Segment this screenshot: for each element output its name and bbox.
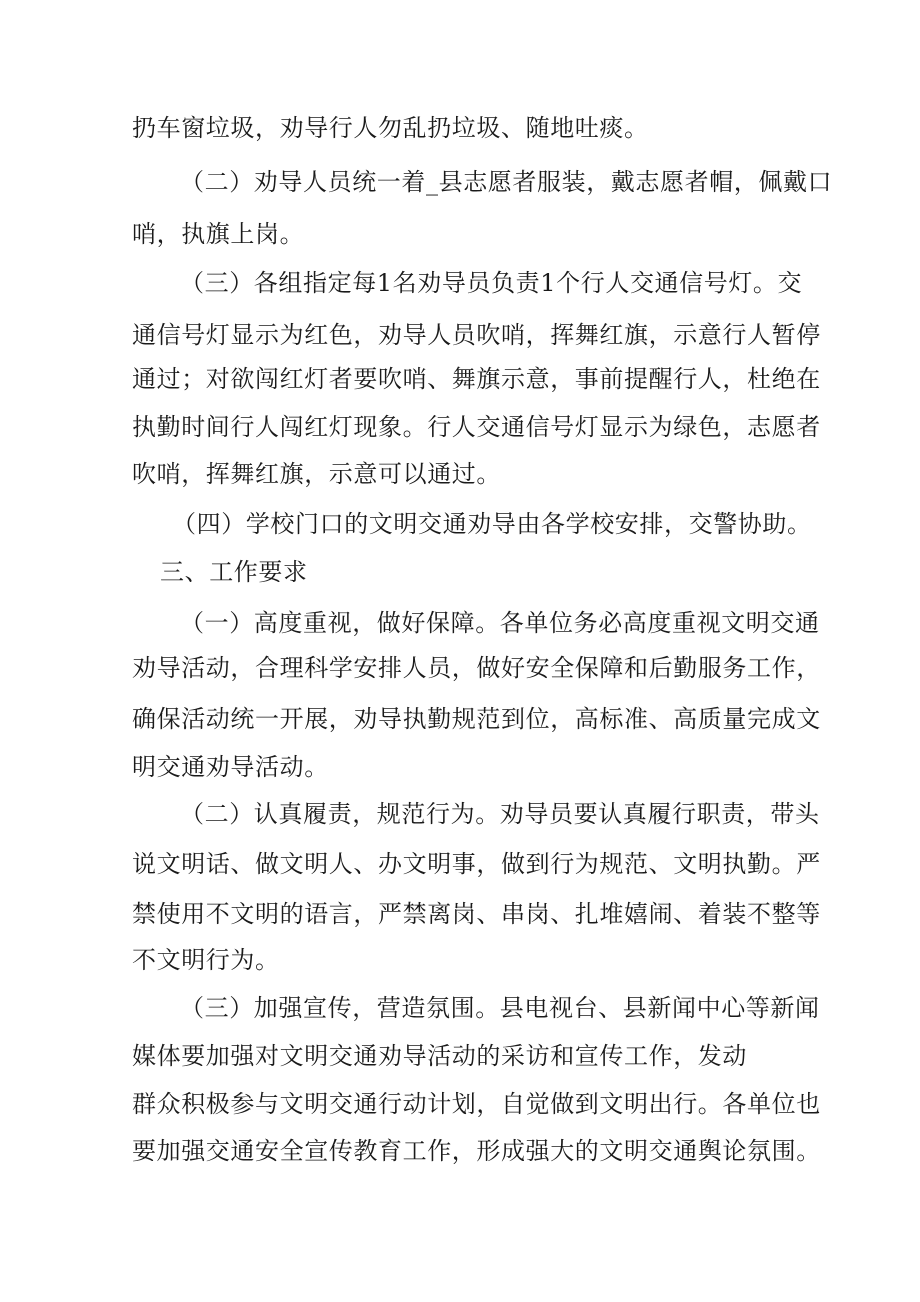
body-line: 确保活动统一开展，劝导执勤规范到位，高标准、高质量完成文: [132, 705, 821, 733]
body-line: 媒体要加强对文明交通劝导活动的采访和宣传工作，发动: [132, 1042, 747, 1070]
list-item-2-line: （二）劝导人员统一着_县志愿者服装，戴志愿者帽，佩戴口: [180, 168, 833, 196]
section-heading: 三、工作要求: [160, 558, 308, 586]
body-line: 明交通劝导活动。: [132, 753, 329, 781]
body-line: 执勤时间行人闯红灯现象。行人交通信号灯显示为绿色，志愿者: [132, 413, 821, 441]
list-item-3-line: （三）各组指定每1名劝导员负责1个行人交通信号灯。交: [180, 269, 803, 297]
body-line: 通过；对欲闯红灯者要吹哨、舞旗示意，事前提醒行人，杜绝在: [132, 365, 821, 393]
body-line: 群众积极参与文明交通行动计划，自觉做到文明出行。各单位也: [132, 1090, 821, 1118]
requirement-2-line: （二）认真履责，规范行为。劝导员要认真履行职责，带头: [180, 800, 820, 828]
body-line: 吹哨，挥舞红旗，示意可以通过。: [132, 460, 501, 488]
body-line: 要加强交通安全宣传教育工作，形成强大的文明交通舆论氛围。: [132, 1137, 821, 1165]
body-line: 说文明话、做文明人、办文明事，做到行为规范、文明执勤。严: [132, 850, 821, 878]
body-line: 通信号灯显示为红色，劝导人员吹哨，挥舞红旗，示意行人暂停: [132, 321, 821, 349]
body-line: 不文明行为。: [132, 946, 280, 974]
body-line: 哨，执旗上岗。: [132, 220, 305, 248]
requirement-3-line: （三）加强宣传，营造氛围。县电视台、县新闻中心等新闻: [180, 994, 820, 1022]
body-line: 劝导活动，合理科学安排人员，做好安全保障和后勤服务工作，: [132, 654, 821, 682]
requirement-1-line: （一）高度重视，做好保障。各单位务必高度重视文明交通: [180, 609, 820, 637]
body-line: 扔车窗垃圾，劝导行人勿乱扔垃圾、随地吐痰。: [132, 114, 649, 142]
list-item-4-line: （四）学校门口的文明交通劝导由各学校安排，交警协助。: [172, 510, 812, 538]
body-line: 禁使用不文明的语言，严禁离岗、串岗、扎堆嬉闹、着装不整等: [132, 900, 821, 928]
